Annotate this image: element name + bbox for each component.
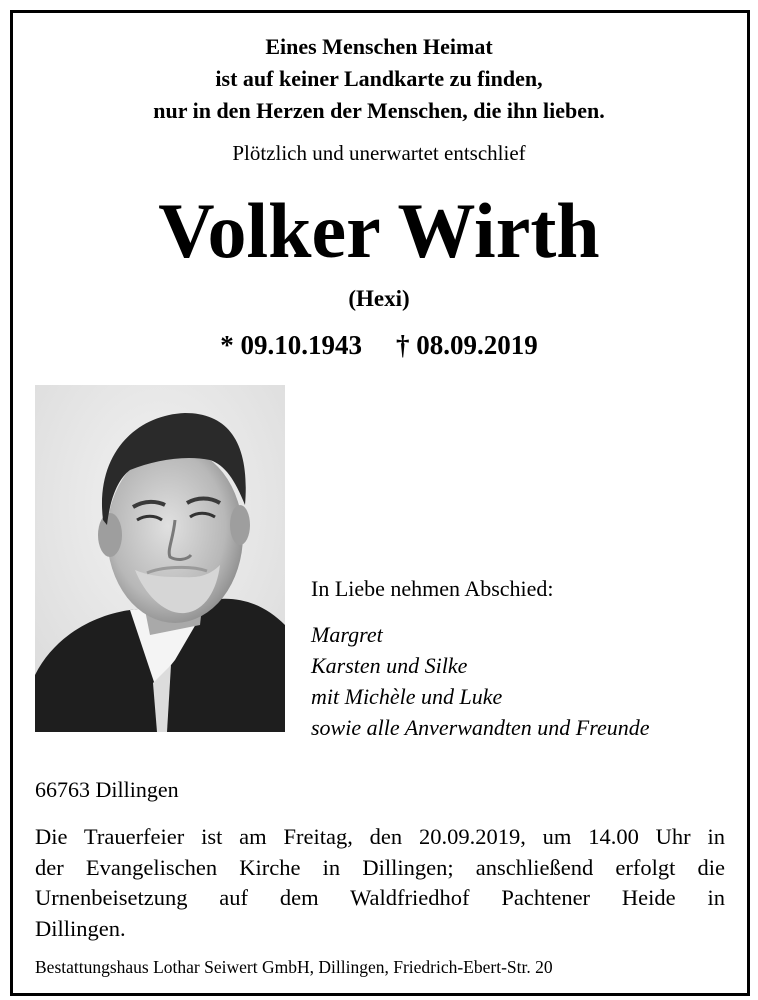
portrait-photo	[35, 385, 285, 732]
funeral-text-line: der Evangelischen Kirche in Dillingen; anschließend erfolgt die	[35, 854, 725, 880]
mourner-line: Margret	[311, 622, 383, 647]
undertaker-credit: Bestattungshaus Lothar Seiwert GmbH, Dillingen, Friedrich-Ebert-Str. 20	[35, 957, 553, 977]
motto-line: nur in den Herzen der Menschen, die ihn lieben.	[153, 98, 605, 123]
deceased-name: Volker Wirth	[158, 187, 600, 274]
mourner-line: Karsten und Silke	[311, 653, 468, 678]
motto-line: ist auf keiner Landkarte zu finden,	[215, 66, 543, 91]
deceased-nickname: (Hexi)	[348, 286, 410, 311]
funeral-announcement	[35, 822, 725, 944]
motto-line: Eines Menschen Heimat	[265, 34, 493, 59]
death-date: † 08.09.2019	[396, 330, 538, 360]
farewell-heading: In Liebe nehmen Abschied:	[311, 576, 554, 601]
mourner-line: sowie alle Anverwandten und Freunde	[311, 715, 650, 740]
funeral-text-line: Die Trauerfeier ist am Freitag, den 20.09.2019, um 14.00 Uhr in	[35, 824, 725, 849]
intro-text: Plötzlich und unerwartet entschlief	[232, 141, 526, 165]
birth-date: * 09.10.1943	[220, 330, 362, 360]
mourner-line: mit Michèle und Luke	[311, 684, 503, 709]
city-address: 66763 Dillingen	[35, 777, 179, 802]
funeral-text-line: Dillingen.	[35, 915, 126, 941]
mourners-list	[311, 619, 650, 743]
funeral-text-line: Urnenbeisetzung auf dem Waldfriedhof Pachtener Heide in	[35, 885, 725, 910]
life-dates	[0, 330, 758, 361]
motto-quote	[0, 31, 758, 127]
